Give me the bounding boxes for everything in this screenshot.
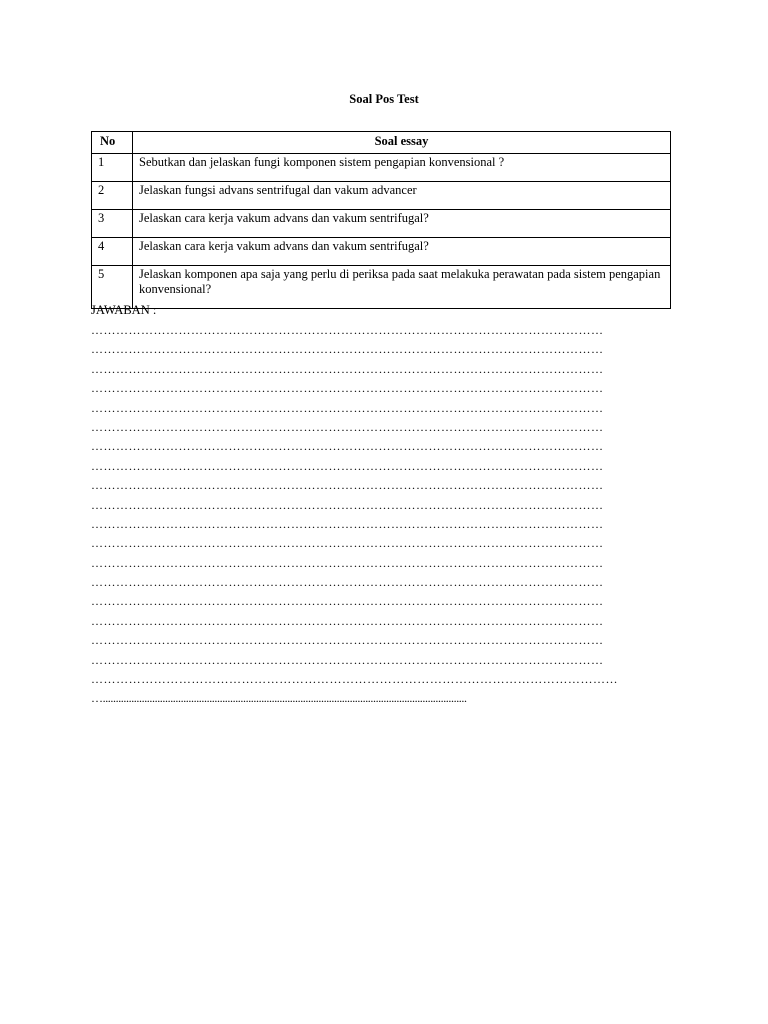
answer-line: …………………………………………………………………………………………………………… — [91, 613, 604, 628]
row-number: 5 — [92, 266, 133, 309]
answer-label: JAWABAN : — [91, 303, 157, 317]
table-header-row — [92, 132, 671, 154]
answer-lines — [91, 321, 671, 709]
table-row — [92, 238, 671, 266]
row-number: 2 — [92, 182, 133, 210]
answer-line: …………………………………………………………………………………………………………… — [91, 633, 604, 648]
answer-line: …............................................................................................................................................ — [91, 691, 467, 706]
answer-line: …………………………………………………………………………………………………………… — [91, 478, 604, 493]
answer-line: …………………………………………………………………………………………………………… — [91, 419, 604, 434]
answer-line: …………………………………………………………………………………………………………… — [91, 342, 604, 357]
answer-line: …………………………………………………………………………………………………………… — [91, 400, 604, 415]
row-question: Jelaskan komponen apa saja yang perlu di periksa pada saat melakuka perawatan pada sistem pengapian konvensional? — [133, 266, 671, 309]
answer-line: …………………………………………………………………………………………………………… — [91, 497, 604, 512]
table-row — [92, 266, 671, 309]
row-question: Jelaskan cara kerja vakum advans dan vakum sentrifugal? — [133, 210, 671, 238]
row-question: Jelaskan fungsi advans sentrifugal dan vakum advancer — [133, 182, 671, 210]
header-no: No — [92, 132, 133, 154]
answer-line: …………………………………………………………………………………………………………… — [91, 536, 604, 551]
table-row — [92, 182, 671, 210]
answer-line: …………………………………………………………………………………………………………… — [91, 652, 604, 667]
header-question: Soal essay — [133, 132, 671, 154]
table-row — [92, 154, 671, 182]
answer-line: …………………………………………………………………………………………………………… — [91, 575, 604, 590]
row-number: 3 — [92, 210, 133, 238]
answer-line: …………………………………………………………………………………………………………… — [91, 439, 604, 454]
table-row — [92, 210, 671, 238]
answer-line: …………………………………………………………………………………………………………… — [91, 594, 604, 609]
answer-line: …………………………………………………………………………………………………………… — [91, 323, 604, 337]
row-number: 1 — [92, 154, 133, 182]
questions-table — [91, 131, 671, 309]
row-question: Jelaskan cara kerja vakum advans dan vakum sentrifugal? — [133, 238, 671, 266]
answer-line: ……………………………………………………………………………………………………………… — [91, 672, 619, 687]
answer-line: …………………………………………………………………………………………………………… — [91, 516, 604, 531]
row-question: Sebutkan dan jelaskan fungi komponen sistem pengapian konvensional ? — [133, 154, 671, 182]
answer-line: …………………………………………………………………………………………………………… — [91, 361, 604, 376]
row-number: 4 — [92, 238, 133, 266]
page-title: Soal Pos Test — [349, 92, 419, 106]
answer-line: …………………………………………………………………………………………………………… — [91, 381, 604, 396]
answer-line: …………………………………………………………………………………………………………… — [91, 555, 604, 570]
answer-line: …………………………………………………………………………………………………………… — [91, 458, 604, 473]
